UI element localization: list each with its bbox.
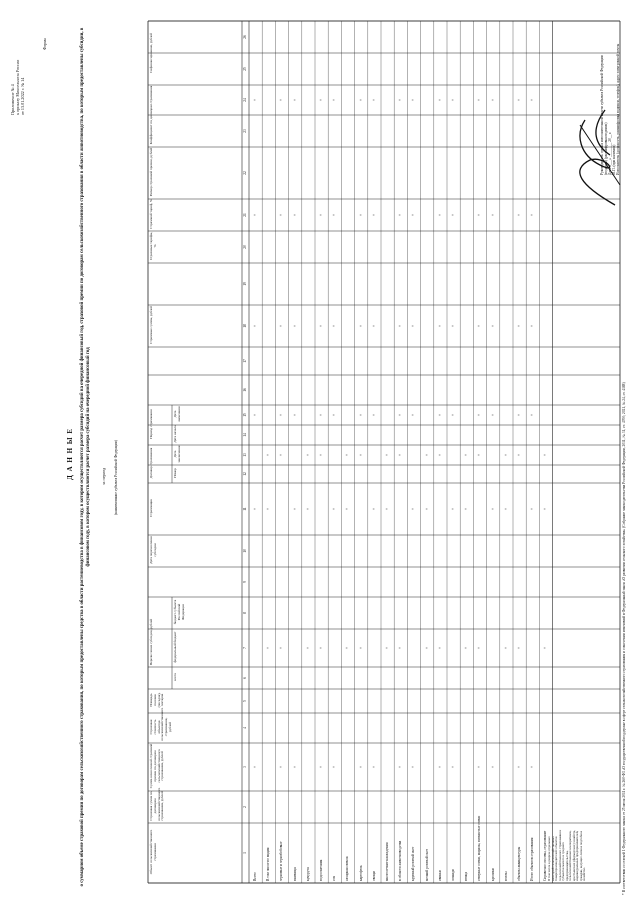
header-insured-value: Страховая стоимость объектов сельскохозяйственного страхования, рублей: [149, 707, 172, 741]
sign-caption: (подпись) (расшифровка подписи): [604, 122, 608, 175]
column-number: 19: [243, 282, 247, 286]
table-cell-mark: ×: [279, 324, 284, 328]
column-number: 24: [243, 98, 247, 102]
table-cell-mark: ×: [477, 98, 482, 102]
table-cell-mark: ×: [371, 765, 376, 769]
header-subsidy: Перечисление субсидии, рублей: [149, 618, 153, 666]
executor-label: Исполнитель (должность, расшифровка подписи, телефон), адрес электронной почты: [616, 43, 620, 175]
column-number: 3: [243, 766, 247, 768]
header-total: всего: [173, 673, 177, 681]
table-cell-mark: ×: [477, 324, 482, 328]
column-number: 14: [243, 433, 247, 437]
table-cell-mark: ×: [437, 413, 442, 417]
executor-caption: (должность, расшифровка подписи, телефон): [616, 84, 620, 154]
header-premium-size: Размер страховой премии, рублей: [149, 147, 153, 197]
table-cell-mark: ×: [345, 646, 350, 650]
table-row-label: картофель: [358, 865, 363, 881]
table-cell-mark: ×: [398, 324, 403, 328]
header-transfer-date: Дата перечисления субсидии: [149, 536, 157, 564]
table-row-label: пчелы: [503, 871, 508, 881]
table-row-label: сахарная свекла: [345, 856, 350, 881]
table-cell-mark: ×: [253, 507, 257, 511]
table-cell-mark: ×: [371, 213, 376, 217]
table-row-label: В том числе по видам:: [266, 846, 271, 881]
table-cell-mark: ×: [437, 213, 442, 217]
column-number: 20: [243, 245, 247, 249]
table-cell-mark: ×: [358, 213, 363, 217]
table-row-label: подсолнечник: [319, 859, 323, 881]
table-cell-mark: ×: [451, 98, 455, 102]
table-cell-mark: ×: [490, 413, 495, 417]
table-cell-mark: ×: [253, 98, 257, 102]
table-cell-mark: ×: [411, 98, 416, 102]
table-row-label: птица: [464, 872, 469, 881]
table-row-label: многолетние насаждения: [385, 842, 389, 881]
table-cell-mark: ×: [398, 413, 403, 417]
table-cell-mark: ×: [332, 98, 337, 102]
table-cell-mark: ×: [253, 213, 257, 217]
table-row-label: пшеница: [292, 867, 297, 881]
table-row-label: лошади: [451, 869, 455, 881]
header-period: Период страхования: [149, 409, 153, 439]
table-cell-mark: ×: [530, 507, 535, 511]
table-row-label: Итого объектов страхования: [530, 837, 535, 881]
table-row-label: кукуруза: [305, 867, 310, 881]
footnote: * В соответствии со статьей 1 Федерального закона от 25 июля 2011 г. № 260-ФЗ «О государственной поддержке в сфере сельскохозяйственного страхования и о внесении изменений в Федеральный закон «О развитии сельского хозяйства» (Собрание законодательства Российской Федерации, 2011, № 31, ст. 4700; 2021, № 24, ст. 4188): [622, 382, 626, 895]
table-cell-mark: ×: [358, 98, 363, 102]
table-cell-mark: ×: [490, 765, 495, 769]
handwritten-signature: [560, 95, 630, 215]
table-cell-mark: ×: [477, 646, 482, 650]
executor-label-text: Исполнитель: [616, 154, 620, 175]
table-cell-mark: ×: [490, 98, 495, 102]
subtitle-part-1: о суммарном объеме страховой премии по договорам сельскохозяйственного страхования, по которым предоставлены средства в области растениеводства в финансовом году, в котором осуществляются расчет размера субсидий на очередной финансовый год, страховой премии по договорам: [80, 254, 85, 887]
table-cell-mark: ×: [490, 213, 495, 217]
table-row-label: северные олени, маралы, пятнистые олени: [477, 815, 482, 881]
email-caption: адрес электронной почты: [616, 43, 620, 83]
table-cell-mark: ×: [358, 324, 363, 328]
column-number: 15: [243, 413, 247, 417]
table-cell-mark: ×: [517, 646, 521, 650]
subtitle-part-2: сельскохозяйственного страхования в области животноводства, по которым предоставлены субсидии, в финансовом году, в котором осуществляются расчет размера субсидий на очередной финансовый год: [80, 27, 91, 567]
table-cell-mark: ×: [437, 765, 442, 769]
table-cell-mark: ×: [530, 213, 535, 217]
table-cell-mark: ×: [279, 213, 284, 217]
table-cell-mark: ×: [411, 765, 416, 769]
header-contract-date: Дата заключения: [173, 445, 181, 463]
table-row-label: мелкий рогатый скот: [424, 848, 429, 881]
header-start: Дата начала: [173, 425, 177, 443]
column-number: 16: [243, 388, 247, 392]
region-caption: (наименование субъекта Российской Федерации): [114, 440, 118, 515]
table-cell-mark: ×: [477, 453, 482, 457]
table-cell-mark: ×: [371, 98, 376, 102]
table-cell-mark: ×: [319, 453, 323, 457]
table-cell-mark: ×: [530, 98, 535, 102]
table-cell-mark: ×: [477, 413, 482, 417]
table-cell-mark: ×: [292, 507, 297, 511]
table-cell-mark: ×: [292, 324, 297, 328]
table-cell-mark: ×: [266, 507, 271, 511]
table-cell-mark: ×: [332, 413, 337, 417]
column-number: 5: [243, 700, 247, 702]
header-premium: Сумма начисленной страховой премии по договорам сельскохозяйственного страхования, рублей: [149, 743, 165, 789]
table-cell-mark: ×: [503, 507, 508, 511]
table-cell-mark: ×: [490, 507, 495, 511]
table-row-label: Всего: [253, 872, 257, 881]
table-cell-mark: ×: [517, 453, 521, 457]
table-cell-mark: ×: [398, 453, 403, 457]
table-cell-mark: ×: [279, 413, 284, 417]
header-object: Объект сельскохозяйственного страхования: [149, 829, 157, 875]
table-cell-mark: ×: [253, 413, 257, 417]
date-label-text: Дата: [608, 167, 612, 175]
table-cell-mark: ×: [319, 646, 323, 650]
table-cell-mark: ×: [543, 507, 548, 511]
table-cell-mark: ×: [398, 646, 403, 650]
table-cell-mark: ×: [503, 453, 508, 457]
table-cell-mark: ×: [279, 646, 284, 650]
table-row-label: овощи: [371, 871, 376, 881]
table-cell-mark: ×: [451, 413, 455, 417]
table-cell-mark: ×: [424, 453, 429, 457]
appendix-line-3: от 13.01.2022 г. № 14: [20, 77, 26, 115]
table-cell-mark: ×: [398, 765, 403, 769]
table-cell-mark: ×: [266, 646, 271, 650]
table-cell-mark: ×: [292, 765, 297, 769]
table-cell-mark: ×: [530, 324, 535, 328]
table-cell-mark: ×: [371, 413, 376, 417]
table-row-label: крупный рогатый скот: [411, 846, 416, 881]
table-cell-mark: ×: [517, 765, 521, 769]
column-number: 25: [243, 67, 247, 71]
column-number: 9: [243, 581, 247, 583]
table-cell-mark: ×: [451, 765, 455, 769]
table-cell-mark: ×: [477, 213, 482, 217]
table-cell-mark: ×: [530, 765, 535, 769]
column-number: 1: [243, 852, 247, 854]
header-insured-sum: Страховая сумма по договорам сельскохозяйственного страхования, рублей: [149, 787, 165, 821]
table-row-label: соя: [332, 876, 337, 881]
table-row-label: Справочно: посевы, страхование: [543, 830, 548, 881]
table-cell-mark: ×: [437, 453, 442, 457]
column-number: 21: [243, 213, 247, 217]
column-number: 7: [243, 647, 247, 649]
header-rate: Страховой тариф, %: [149, 199, 153, 229]
table-cell-mark: ×: [398, 98, 403, 102]
table-cell-mark: ×: [411, 324, 416, 328]
table-cell-mark: ×: [305, 453, 310, 457]
table-cell-mark: ×: [464, 453, 469, 457]
table-cell-mark: ×: [332, 765, 337, 769]
column-number: 17: [243, 359, 247, 363]
table-cell-mark: ×: [437, 98, 442, 102]
table-cell-mark: ×: [253, 765, 257, 769]
table-cell-mark: ×: [279, 765, 284, 769]
date-value: «___» ________ 20__ г.: [608, 131, 612, 167]
table-row-label: кролики: [490, 868, 495, 881]
table-row-label: в области животноводства: [398, 840, 403, 881]
column-number: 18: [243, 324, 247, 328]
header-rates: Страховые тарифы, %: [149, 231, 157, 261]
table-cell-mark: ×: [305, 507, 310, 511]
table-cell-mark: ×: [319, 213, 323, 217]
table-cell-mark: ×: [477, 765, 482, 769]
table-cell-mark: ×: [517, 98, 521, 102]
table-cell-mark: ×: [517, 413, 521, 417]
table-cell-mark: ×: [371, 507, 376, 511]
header-insurer: Страховщик: [149, 499, 153, 517]
table-cell-mark: ×: [319, 413, 323, 417]
document-title: Д А Н Н Ы Е: [66, 427, 74, 480]
table-cell-mark: ×: [385, 646, 389, 650]
column-number: 10: [243, 549, 247, 553]
table-cell-mark: ×: [371, 324, 376, 328]
table-cell-mark: ×: [411, 507, 416, 511]
table-cell-mark: ×: [279, 98, 284, 102]
table-cell-mark: ×: [543, 453, 548, 457]
table-cell-mark: ×: [305, 646, 310, 650]
head-label: Руководитель органа исполнительной власти субъекта Российской Федерации: [600, 55, 604, 175]
column-number: 23: [243, 129, 247, 133]
table-cell-mark: ×: [266, 453, 271, 457]
header-area: Площадь посевов (посадок), гектаров: [149, 692, 165, 708]
column-number: 26: [243, 35, 247, 39]
table-cell-mark: ×: [332, 213, 337, 217]
column-number: 6: [243, 677, 247, 679]
table-cell-mark: ×: [292, 213, 297, 217]
header-coefficient: Коэффициент по договорам страхования: [149, 85, 153, 145]
header-end: Дата окончания: [173, 406, 181, 422]
table-cell-mark: ×: [517, 324, 521, 328]
header-regional: бюджет субъекта Российской Федерации: [173, 599, 185, 625]
table-cell-mark: ×: [490, 324, 495, 328]
period-label: за период: [101, 467, 106, 485]
table-cell-mark: ×: [530, 413, 535, 417]
column-number: 11: [243, 507, 247, 511]
table-cell-mark: ×: [292, 98, 297, 102]
header-cofinancing: Софинансирование, рублей: [149, 33, 153, 73]
table-cell-mark: ×: [464, 646, 469, 650]
header-number: Номер: [173, 468, 177, 478]
column-number: 12: [243, 472, 247, 476]
header-federal: федеральный бюджет: [173, 631, 177, 663]
categories-note: В том числе в разрезе отдельных категорий сельскохозяйственных товаропроизводителей: объектов сельскохозяйственного страхования и субъектов малого и среднего предпринимательства, сельскохозяйственных кооперативов, крестьянских (фермерских) хозяйств, индивидуальных предпринимателей, граждан, ведущих личное подсобное хозяйство: [547, 829, 586, 881]
table-cell-mark: ×: [424, 646, 429, 650]
column-number: 2: [243, 806, 247, 808]
column-number: 4: [243, 727, 247, 729]
table-cell-mark: ×: [437, 324, 442, 328]
table-cell-mark: ×: [319, 324, 323, 328]
table-cell-mark: ×: [451, 324, 455, 328]
table-cell-mark: ×: [332, 507, 337, 511]
table-cell-mark: ×: [358, 646, 363, 650]
column-number: 8: [243, 612, 247, 614]
table-cell-mark: ×: [385, 507, 389, 511]
table-cell-mark: ×: [411, 413, 416, 417]
table-cell-mark: ×: [358, 453, 363, 457]
table-cell-mark: ×: [253, 324, 257, 328]
table-cell-mark: ×: [345, 453, 350, 457]
table-cell-mark: ×: [464, 507, 469, 511]
column-number: 22: [243, 171, 247, 175]
appendix-line-1: Приложение № 4: [10, 84, 15, 115]
table-cell-mark: ×: [411, 213, 416, 217]
table-cell-mark: ×: [517, 213, 521, 217]
table-cell-mark: ×: [543, 646, 548, 650]
table-cell-mark: ×: [279, 453, 284, 457]
table-cell-mark: ×: [332, 324, 337, 328]
table-cell-mark: ×: [398, 213, 403, 217]
column-number: 13: [243, 453, 247, 457]
table-cell-mark: ×: [358, 413, 363, 417]
table-row-label: зерновые и зернобобовые: [279, 841, 284, 881]
header-sums: Страховые суммы, рублей: [149, 306, 153, 344]
table-cell-mark: ×: [503, 646, 508, 650]
table-row-label: объекты аквакультуры: [517, 846, 521, 881]
header-contract: Договор страхования: [149, 447, 153, 479]
table-cell-mark: ×: [451, 213, 455, 217]
form-label: Форма: [42, 38, 47, 50]
table-cell-mark: ×: [358, 765, 363, 769]
table-cell-mark: ×: [451, 507, 455, 511]
table-cell-mark: ×: [292, 413, 297, 417]
table-cell-mark: ×: [424, 507, 429, 511]
table-row-label: свиньи: [437, 870, 442, 881]
table-cell-mark: ×: [437, 646, 442, 650]
table-cell-mark: ×: [345, 507, 350, 511]
table-cell-mark: ×: [319, 765, 323, 769]
appendix-line-2: к приказу Минсельхоза России: [15, 59, 21, 115]
table-cell-mark: ×: [385, 453, 389, 457]
mp-label: М.П. (при наличии): [612, 144, 616, 175]
table-cell-mark: ×: [319, 98, 323, 102]
